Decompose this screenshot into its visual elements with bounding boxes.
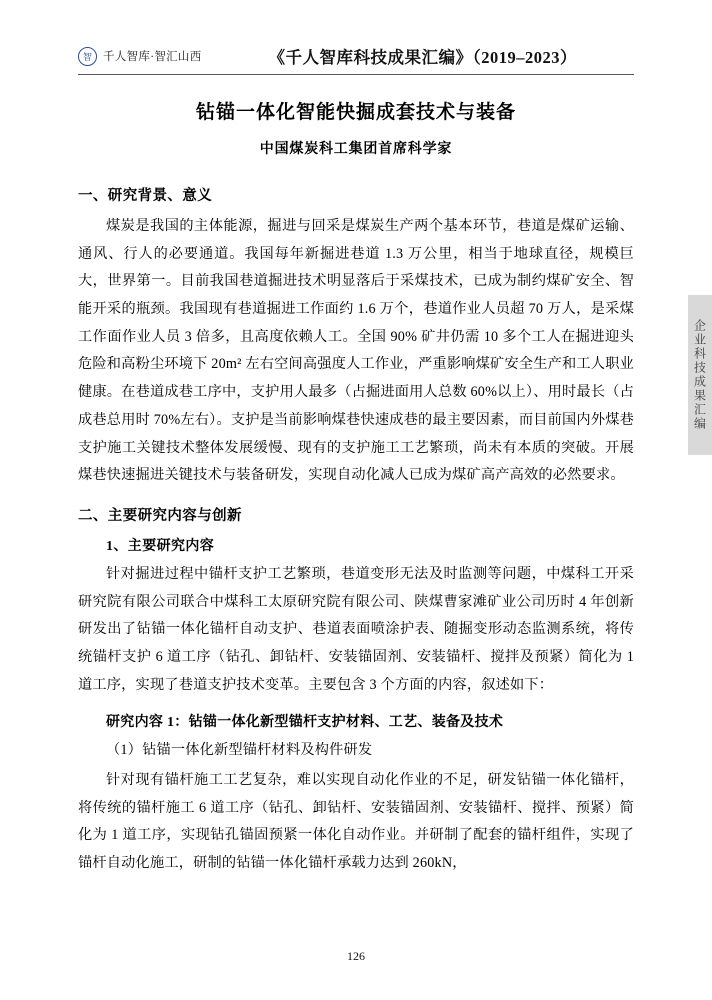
- page-subtitle: 中国煤炭科工集团首席科学家: [259, 142, 453, 157]
- section-heading-2: 二、主要研究内容与创新: [78, 507, 242, 524]
- research-item-subheading: （1）钻锚一体化新型锚杆材料及构件研发: [106, 742, 373, 759]
- section-heading-1: 一、研究背景、意义: [78, 188, 213, 204]
- side-tab-label: 企业科技成果汇编: [688, 295, 712, 455]
- research-item-heading: 研究内容 1：钻锚一体化新型锚杆支护材料、工艺、装备及技术: [106, 715, 504, 731]
- header-title: 《千人智库科技成果汇编》（2019–2023）: [268, 48, 578, 67]
- circle-logo-icon: 智: [78, 47, 97, 66]
- section-1-paragraph-1: 煤炭是我国的主体能源，掘进与回采是煤炭生产两个基本环节，巷道是煤矿运输、通风、行人的必要通道。我国每年新掘进巷道 1.3 万公里，相当于地球直径，规模巨大，世界第一。目前我国巷道掘进技术明显落后于采煤技术，已成为制约煤矿安全、智能开采的瓶颈。我国现有巷道掘进工作面约 1.6 万个，巷道作业人员超 70 万人，是采煤工作面作业人员 3 倍多，且高度依赖人工。全国 90% 矿井仍需 10 多个工人在掘进迎头危险和高粉尘环境下 20m² 左右空间高强度人工作业，严重影响煤矿安全生产和工人职业健康。在巷道成巷工序中，支护用人最多（占掘进面用人总数 60%以上）、用时最长（占成巷总用时 70%左右）。支护是当前影响煤巷快速成巷的最主要因素，而目前国内外煤巷支护施工关键技术整体发展缓慢、现有的支护施工工艺繁琐，尚未有本质的突破。开展煤巷快速掘进关键技术与装备研发，实现自动化减人已成为煤矿高产高效的必然要求。: [78, 218, 634, 484]
- brand-text: 千人智库·智汇山西: [103, 51, 202, 63]
- page-number: 126: [347, 949, 365, 963]
- section-2-paragraph-1: 针对掘进过程中锚杆支护工艺繁琐，巷道变形无法及时监测等问题，中煤科工开采研究院有限公司联合中煤科工太原研究院有限公司、陕煤曹家滩矿业公司历时 4 年创新研发出了钻锚一体化锚杆自动支护、巷道表面喷涂护表、随掘变形动态监测系统，将传统锚杆支护 6 道工序（钻孔、卸钻杆、安装锚固剂、安装锚杆、搅拌及预紧）简化为 1 道工序，实现了巷道支护技术变革。主要包含 3 个方面的内容，叙述如下：: [78, 565, 634, 693]
- brand: [78, 47, 202, 66]
- section-2-subheading: 1、主要研究内容: [106, 538, 215, 554]
- page-title: 钻锚一体化智能快掘成套技术与装备: [195, 102, 516, 123]
- page-header: [78, 44, 634, 75]
- research-item-paragraph-1: 针对现有锚杆施工工艺复杂，难以实现自动化作业的不足，研发钻锚一体化锚杆，将传统的锚杆施工 6 道工序（钻孔、卸钻杆、安装锚固剂、安装锚杆、搅拌、预紧）简化为 1 道工序，实现钻孔锚固预紧一体化自动作业。并研制了配套的锚杆组件，实现了锚杆自动化施工，研制的钻锚一体化锚杆承载力达到 260kN，: [78, 772, 634, 872]
